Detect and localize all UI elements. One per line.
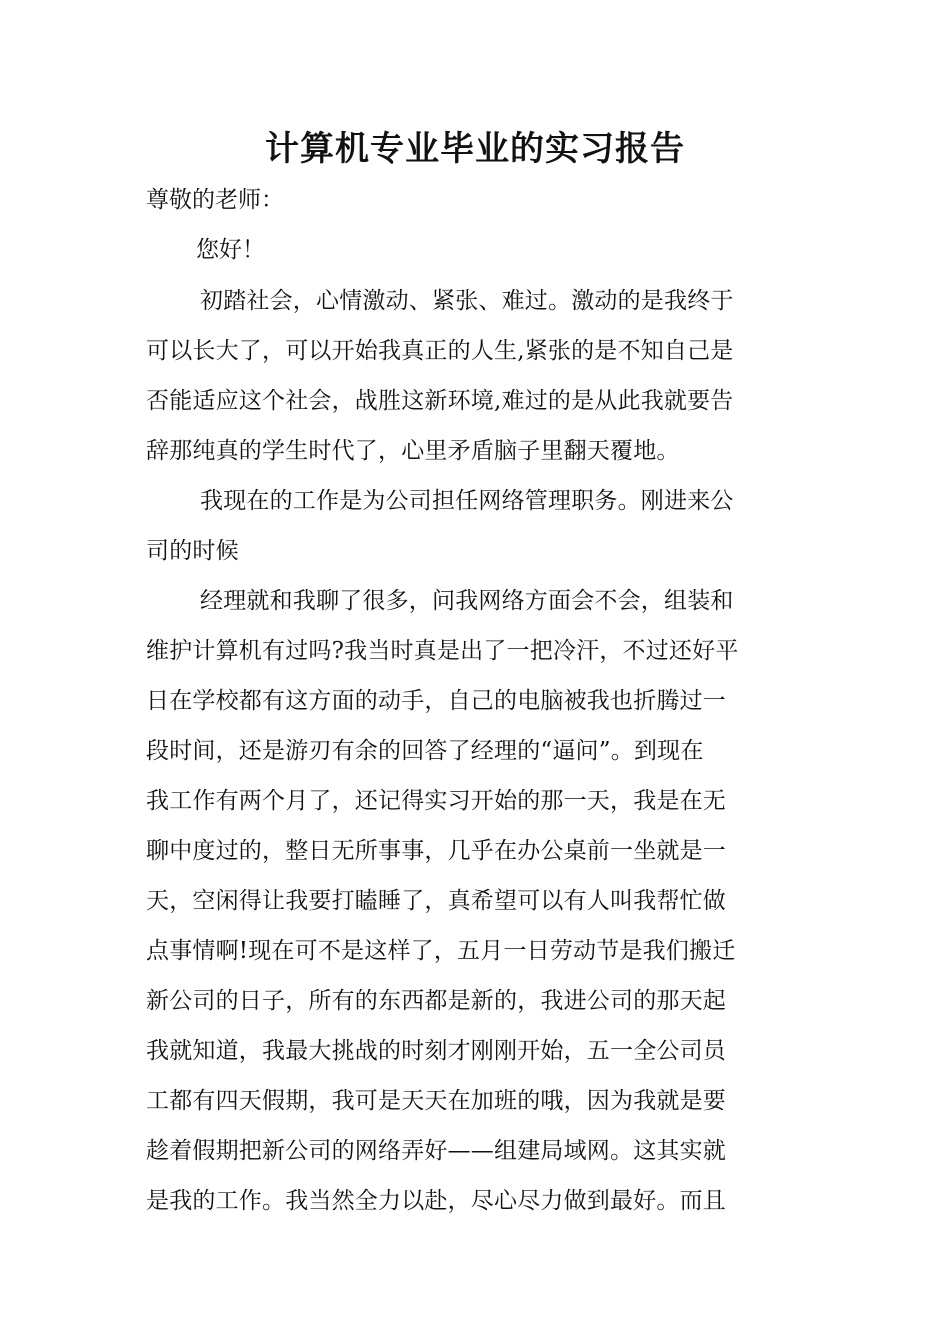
paragraph — [146, 576, 806, 1226]
text-line: 我现在的工作是为公司担任网络管理职务。刚进来公 — [200, 488, 734, 514]
body-text — [146, 276, 806, 1226]
text-line: 聊中度过的，整日无所事事，几乎在办公桌前一坐就是一 — [146, 838, 726, 864]
text-line: 维护计算机有过吗?我当时真是出了一把冷汗，不过还好平 — [146, 638, 739, 664]
text-line: 初踏社会，心情激动、紧张、难过。激动的是我终于 — [200, 288, 734, 314]
text-line: 经理就和我聊了很多，问我网络方面会不会，组装和 — [200, 588, 734, 614]
greeting-text: 尊敬的老师： — [146, 187, 284, 213]
hello-text: 您好！ — [196, 237, 265, 263]
text-line: 日在学校都有这方面的动手，自己的电脑被我也折腾过一 — [146, 688, 726, 714]
text-line: 司的时候 — [146, 538, 239, 564]
paragraph — [146, 276, 806, 476]
text-line: 天，空闲得让我要打瞌睡了，真希望可以有人叫我帮忙做 — [146, 888, 726, 914]
document-title: 计算机专业毕业的实习报告 — [265, 129, 685, 169]
text-line: 可以长大了，可以开始我真正的人生,紧张的是不知自己是 — [146, 338, 734, 364]
text-line: 我就知道，我最大挑战的时刻才刚刚开始，五一全公司员 — [146, 1038, 726, 1064]
text-line: 工都有四天假期，我可是天天在加班的哦，因为我就是要 — [146, 1088, 726, 1114]
text-line: 是我的工作。我当然全力以赴，尽心尽力做到最好。而且 — [146, 1188, 726, 1214]
text-line: 辞那纯真的学生时代了，心里矛盾脑子里翻天覆地。 — [146, 438, 680, 464]
text-line: 点事情啊!现在可不是这样了，五月一日劳动节是我们搬迁 — [146, 938, 736, 964]
paragraph — [146, 476, 806, 576]
text-line: 否能适应这个社会，战胜这新环境,难过的是从此我就要告 — [146, 388, 734, 414]
text-line: 新公司的日子，所有的东西都是新的，我进公司的那天起 — [146, 988, 726, 1014]
text-line: 我工作有两个月了，还记得实习开始的那一天，我是在无 — [146, 788, 726, 814]
text-line: 段时间，还是游刃有余的回答了经理的“逼问”。到现在 — [146, 738, 704, 764]
text-line: 趁着假期把新公司的网络弄好——组建局域网。这其实就 — [146, 1138, 726, 1164]
